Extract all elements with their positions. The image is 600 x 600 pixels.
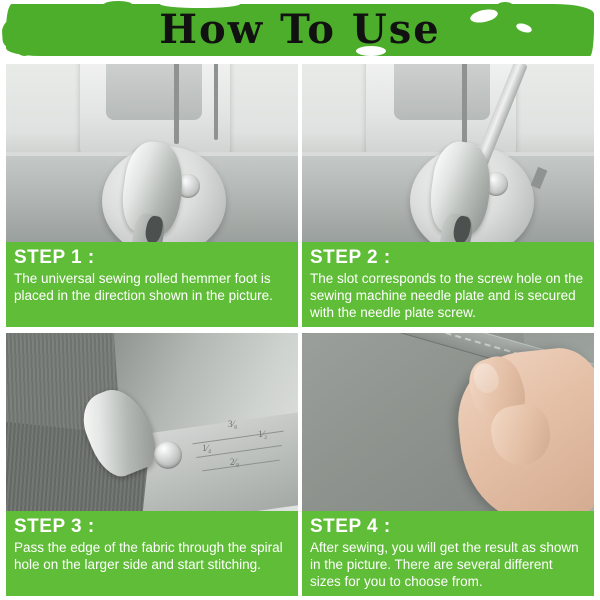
step-4-photo — [302, 333, 594, 511]
machine-body-upper — [394, 64, 490, 120]
step-panel-4 — [302, 333, 594, 596]
needle-plate-screw — [154, 441, 182, 469]
steps-grid — [0, 62, 600, 600]
step-2-photo — [302, 64, 594, 242]
step-3-text: Pass the edge of the fabric through the spiral hole on the larger side and start stitching. — [14, 540, 283, 572]
step-4-text: After sewing, you will get the result as shown in the picture. There are several different sizes for you to choose from. — [310, 540, 579, 589]
step-1-label: STEP 1 : — [14, 247, 95, 268]
plate-marking: 1⁄₂ — [258, 429, 268, 439]
step-3-photo — [6, 333, 298, 511]
step-2-label: STEP 2 : — [310, 247, 391, 268]
step-2-text: The slot corresponds to the screw hole on the sewing machine needle plate and is secured with the needle plate screw. — [310, 271, 584, 320]
plate-marking: 1⁄₄ — [202, 443, 212, 453]
machine-seam — [462, 64, 467, 144]
machine-body-upper — [106, 64, 202, 120]
machine-seam — [174, 64, 179, 144]
step-3-caption — [6, 511, 298, 596]
step-3-label: STEP 3 : — [14, 516, 95, 537]
step-1-caption — [6, 242, 298, 327]
step-4-caption — [302, 511, 594, 596]
step-1-photo — [6, 64, 298, 242]
step-panel-1 — [6, 64, 298, 327]
step-1-text: The universal sewing rolled hemmer foot is placed in the direction shown in the picture. — [14, 271, 273, 303]
plate-marking: 2⁄₈ — [230, 457, 240, 467]
step-4-label: STEP 4 : — [310, 516, 391, 537]
plate-marking: 3⁄₈ — [228, 419, 238, 429]
step-2-caption — [302, 242, 594, 327]
header-banner — [0, 0, 600, 62]
step-panel-3 — [6, 333, 298, 596]
page-title: How To Use — [159, 6, 441, 53]
machine-seam — [214, 64, 218, 140]
step-panel-2 — [302, 64, 594, 327]
